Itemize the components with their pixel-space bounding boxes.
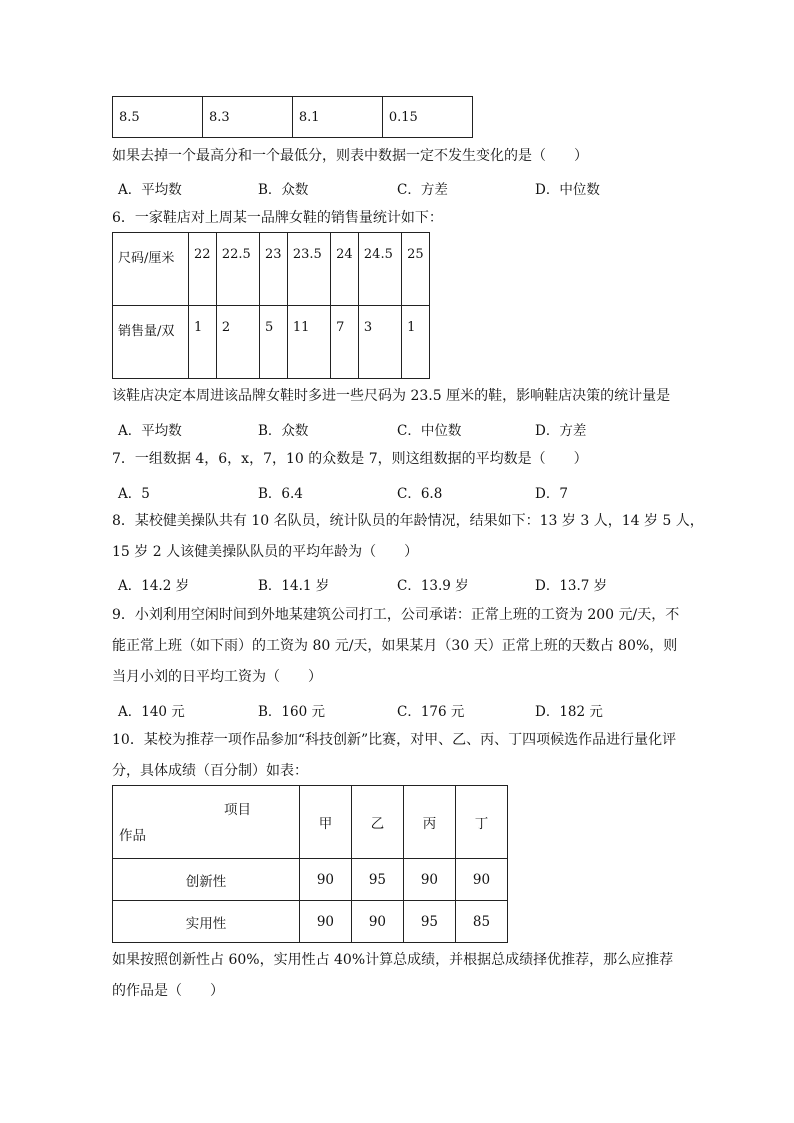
column-header: 丙 [403, 786, 455, 859]
corner-bottom-label: 作品 [119, 828, 146, 844]
table-cell: 8.1 [292, 97, 382, 138]
table-row [113, 859, 508, 901]
top-data-table [112, 96, 473, 138]
q9-line3: 当月小刘的日平均工资为（ ） [112, 669, 322, 685]
q10-after2: 的作品是（ ） [112, 983, 224, 999]
table-cell: 22 [189, 233, 217, 306]
table-cell: 7 [331, 306, 359, 379]
option-a: A．平均数 [118, 182, 182, 198]
q8-options [118, 574, 678, 592]
option-a: A．140 元 [118, 704, 185, 720]
table-cell: 5 [260, 306, 288, 379]
table-cell: 90 [455, 859, 507, 901]
diagonal-line [113, 786, 299, 859]
q10-line1: 10．某校为推荐一项作品参加“科技创新”比赛，对甲、乙、丙、丁四项候选作品进行量化评 [112, 732, 677, 748]
option-d: D．中位数 [535, 182, 600, 198]
table-cell: 24.5 [358, 233, 401, 306]
table-cell: 95 [403, 901, 455, 943]
q8-line1: 8．某校健美操队共有 10 名队员，统计队员的年龄情况，结果如下：13 岁 3 人，14 岁 5 人， [112, 513, 704, 529]
option-b: B．众数 [258, 423, 309, 439]
option-d: D．182 元 [535, 704, 603, 720]
row-label: 实用性 [113, 901, 300, 943]
option-b: B．14.1 岁 [258, 578, 330, 594]
column-header: 甲 [299, 786, 351, 859]
table-cell: 3 [358, 306, 401, 379]
q5-stem: 如果去掉一个最高分和一个最低分，则表中数据一定不发生变化的是（ ） [112, 148, 588, 164]
table-cell: 8.3 [202, 97, 292, 138]
option-d: D．13.7 岁 [535, 578, 608, 594]
table-cell: 8.5 [113, 97, 203, 138]
option-c: C．中位数 [397, 423, 462, 439]
table-row [113, 97, 473, 138]
column-header: 乙 [351, 786, 403, 859]
option-c: C．方差 [397, 182, 448, 198]
row-label: 创新性 [113, 859, 300, 901]
table-cell: 24 [331, 233, 359, 306]
table-row [113, 901, 508, 943]
option-b: B．6.4 [258, 486, 303, 502]
table-cell: 95 [351, 859, 403, 901]
table-cell: 85 [455, 901, 507, 943]
table-cell: 11 [287, 306, 330, 379]
q6-after: 该鞋店决定本周进该品牌女鞋时多进一些尺码为 23.5 厘米的鞋，影响鞋店决策的统计量是 [112, 388, 671, 404]
q6-options [118, 419, 678, 437]
table-cell: 90 [351, 901, 403, 943]
table-cell: 22.5 [216, 233, 259, 306]
table-cell: 90 [299, 859, 351, 901]
option-c: C．13.9 岁 [397, 578, 469, 594]
option-a: A．5 [118, 486, 150, 502]
table-cell: 23.5 [287, 233, 330, 306]
table-row [113, 306, 430, 379]
q9-line2: 能正常上班（如下雨）的工资为 80 元/天，如果某月（30 天）正常上班的天数占 80%，则 [112, 638, 678, 654]
table-cell: 25 [402, 233, 430, 306]
table-row [113, 233, 430, 306]
table-cell: 1 [189, 306, 217, 379]
option-a: A．14.2 岁 [118, 578, 190, 594]
option-b: B．160 元 [258, 704, 325, 720]
q9-options [118, 700, 678, 718]
option-d: D．7 [535, 486, 568, 502]
table-cell: 0.15 [382, 97, 472, 138]
sales-header: 销售量/双 [113, 306, 189, 379]
shoe-sales-table [112, 232, 430, 379]
entry-score-table [112, 785, 508, 943]
q10-line2: 分，具体成绩（百分制）如表： [112, 763, 308, 779]
option-b: B．众数 [258, 182, 309, 198]
size-header: 尺码/厘米 [113, 233, 189, 306]
q5-options [118, 178, 678, 196]
table-row [113, 786, 508, 859]
table-cell: 90 [299, 901, 351, 943]
column-header: 丁 [455, 786, 507, 859]
table-cell: 23 [260, 233, 288, 306]
q10-after1: 如果按照创新性占 60%，实用性占 40%计算总成绩，并根据总成绩择优推荐，那么应推荐 [112, 952, 674, 968]
q7-options [118, 482, 678, 500]
table-cell: 2 [216, 306, 259, 379]
q7-stem: 7．一组数据 4，6，x，7，10 的众数是 7，则这组数据的平均数是（ ） [112, 451, 588, 467]
option-a: A．平均数 [118, 423, 182, 439]
option-c: C．176 元 [397, 704, 465, 720]
corner-top-label: 项目 [224, 802, 251, 818]
option-d: D．方差 [535, 423, 587, 439]
diagonal-header-cell [113, 786, 300, 859]
option-c: C．6.8 [397, 486, 443, 502]
table-cell: 90 [403, 859, 455, 901]
q6-stem: 6．一家鞋店对上周某一品牌女鞋的销售量统计如下： [112, 210, 443, 226]
q8-line2: 15 岁 2 人该健美操队队员的平均年龄为（ ） [112, 544, 419, 560]
q9-line1: 9．小刘利用空闲时间到外地某建筑公司打工，公司承诺：正常上班的工资为 200 元/天，不 [112, 607, 680, 623]
table-cell: 1 [402, 306, 430, 379]
